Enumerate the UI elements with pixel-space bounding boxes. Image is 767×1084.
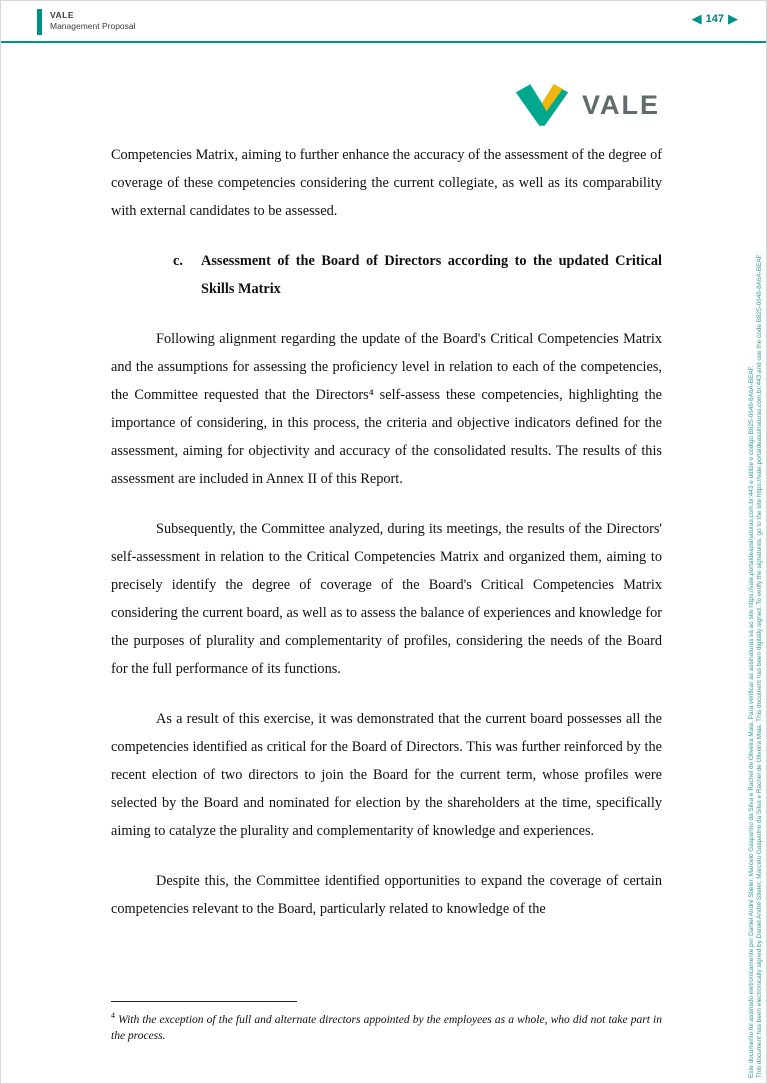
vale-logo-icon [514, 83, 570, 127]
signature-text-portuguese: Este documento foi assinado eletronicamente por Daniel André Stieler, Marcelo Gasparino da Silva e Rachel de Oliveira Maia. Para verificar as assinaturas vá ao site https://vale.portaldeassinaturas.com.br:443 e utilize o código B825-0648-8A6A-BEAF. [748, 365, 755, 1078]
footnote-block [111, 1001, 662, 1044]
footnote-text-line [111, 1008, 662, 1044]
section-heading-marker: c. [173, 253, 183, 269]
header-divider-rule [1, 41, 766, 43]
section-heading [173, 247, 662, 303]
footnote-separator-rule [111, 1001, 297, 1002]
header-brand-block [50, 10, 136, 32]
signature-text-english: This document has been electronically signed by Daniel André Stieler, Marcelo Gasparino da Silva e Rachel de Oliveira Maia. This document has been digitally signed. To verify the signatures, go to the site https://vale.portaldeassinaturas.com.br:443 and use the code B825-0648-8A6A-BEAF. [756, 253, 763, 1078]
header-accent-bar [37, 9, 42, 35]
digital-signature-strip [748, 56, 764, 1078]
logo-wordmark: VALE [581, 89, 660, 120]
vale-logo [514, 83, 660, 127]
page-pager [692, 11, 738, 27]
paragraph-as-a-result: As a result of this exercise, it was demonstrated that the current board possesses all the competencies identified as critical for the Board of Directors. This was further reinforced by the recent election of two directors to join the Board for the current term, whose profiles were selected by the Board and nominated for election by the shareholders at the time, specifically aiming to catalyze the plurality and complementarity of knowledge and experiences. [111, 711, 662, 839]
header-brand-title: VALE [50, 10, 75, 20]
document-body [111, 141, 662, 923]
page-number: 147 [705, 13, 724, 25]
header-brand-subtitle: Management Proposal [50, 21, 136, 31]
paragraph-despite-this: Despite this, the Committee identified opportunities to expand the coverage of certain competencies relevant to the Board, particularly related to knowledge of the [111, 873, 662, 917]
paragraph-intro: Competencies Matrix, aiming to further enhance the accuracy of the assessment of the degree of coverage of these competencies considering the current collegiate, as well as its comparability with external candidates to be assessed. [111, 147, 662, 219]
prev-page-icon[interactable]: ◀ [691, 11, 702, 26]
paragraph-subsequently: Subsequently, the Committee analyzed, during its meetings, the results of the Directors' self-assessment in relation to the Critical Competencies Matrix and organized them, aiming to precisely identify the degree of coverage of the Board's Critical Competencies Matrix considering the current board, as well as to assess the balance of experiences and knowledge for the purposes of plurality and complementarity of profiles, considering the needs of the Board for the full performance of its functions. [111, 521, 662, 677]
footnote-marker: 4 [111, 1011, 115, 1020]
section-heading-text: Assessment of the Board of Directors according to the updated Critical Skills Matrix [201, 253, 662, 297]
next-page-icon[interactable]: ▶ [728, 11, 738, 26]
footnote-text: With the exception of the full and alternate directors appointed by the employees as a whole, who did not take part in the process. [111, 1013, 663, 1042]
paragraph-following-alignment: Following alignment regarding the update of the Board's Critical Competencies Matrix and the assumptions for assessing the proficiency level in relation to each of the competencies, the Committee requested that the Directors⁴ self-assess these competencies, highlighting the importance of considering, in this process, the criteria and objective indicators defined for the assessment, aiming for objectivity and accuracy of the consolidated results. The results of this assessment are included in Annex II of this Report. [111, 331, 662, 487]
